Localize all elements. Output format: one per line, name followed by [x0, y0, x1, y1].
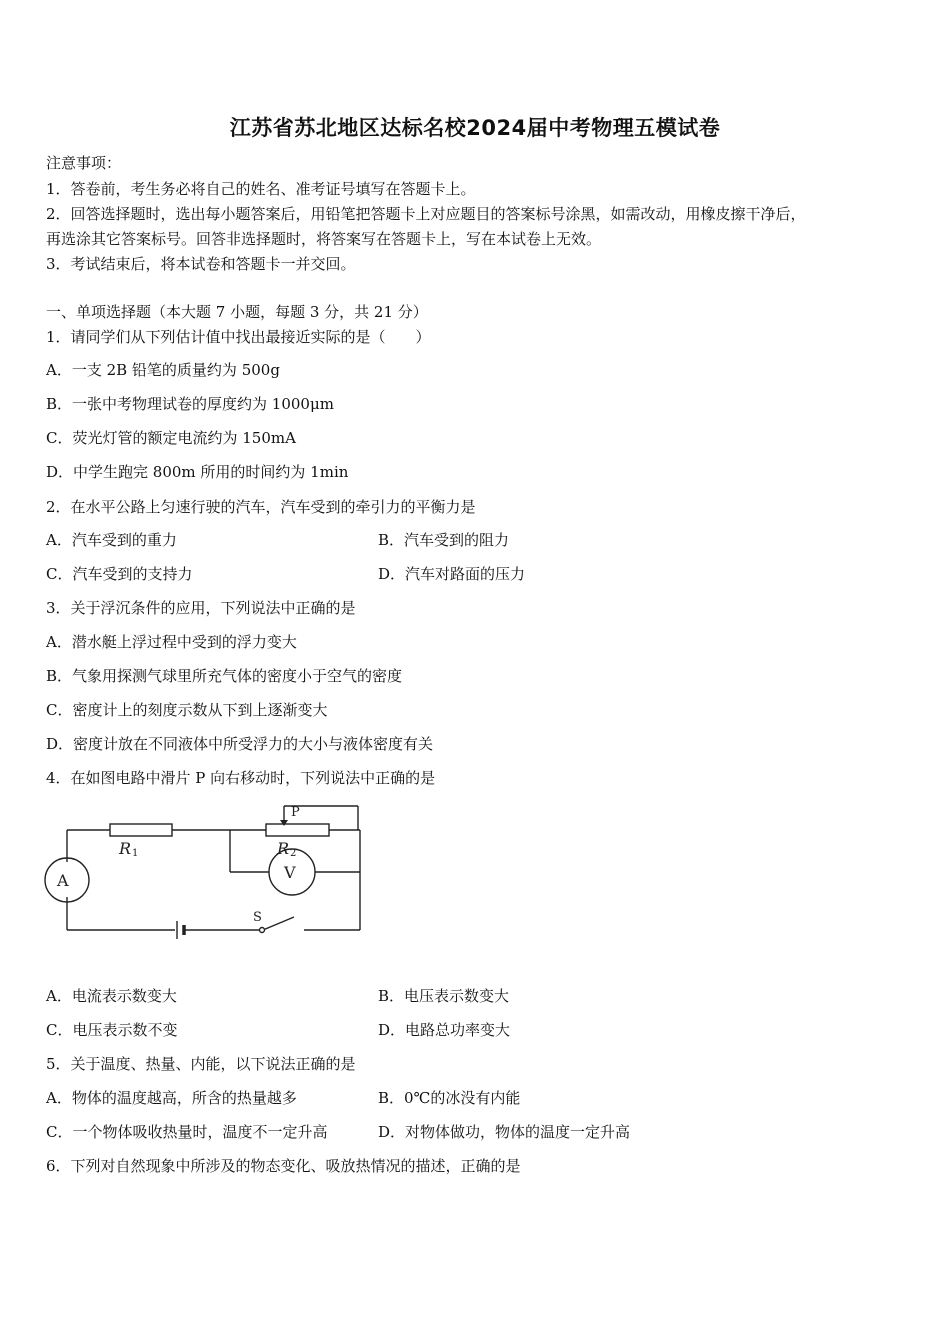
slider-arrowhead [280, 820, 288, 826]
question-5-stem: 5．关于温度、热量、内能，以下说法正确的是 [46, 1055, 356, 1073]
q3-option-c: C．密度计上的刻度示数从下到上逐渐变大 [46, 701, 328, 719]
label-r2-sub: 2 [290, 848, 297, 859]
q2-option-d: D．汽车对路面的压力 [378, 565, 526, 583]
q5-option-d: D．对物体做功，物体的温度一定升高 [378, 1123, 631, 1141]
label-p: P [291, 805, 300, 820]
label-r1: R [119, 839, 132, 858]
q1-option-b: B．一张中考物理试卷的厚度约为 1000μm [46, 395, 334, 413]
label-v: V [284, 863, 296, 882]
q1-option-c: C．荧光灯管的额定电流约为 150mA [46, 429, 296, 447]
label-a: A [57, 871, 69, 890]
q1-option-d: D．中学生跑完 800m 所用的时间约为 1min [46, 463, 349, 481]
q3-option-b: B．气象用探测气球里所充气体的密度小于空气的密度 [46, 667, 403, 685]
question-1-stem: 1．请同学们从下列估计值中找出最接近实际的是（ ） [46, 328, 431, 346]
circuit-diagram [42, 800, 372, 948]
question-6-stem: 6．下列对自然现象中所涉及的物态变化、吸放热情况的描述，正确的是 [46, 1157, 521, 1175]
label-r1-sub: 1 [132, 848, 139, 859]
label-r2: R [277, 839, 290, 858]
q2-option-b: B．汽车受到的阻力 [378, 531, 510, 549]
resistor-r1 [110, 824, 172, 836]
q4-option-b: B．电压表示数变大 [378, 987, 510, 1005]
q4-option-d: D．电路总功率变大 [378, 1021, 511, 1039]
q1-option-a: A．一支 2B 铅笔的质量约为 500g [46, 361, 280, 379]
notice-heading: 注意事项： [46, 154, 122, 172]
q5-option-b: B．0℃的冰没有内能 [378, 1089, 521, 1107]
question-4-stem: 4．在如图电路中滑片 P 向右移动时，下列说法中正确的是 [46, 769, 436, 787]
q4-option-a: A．电流表示数变大 [46, 987, 177, 1005]
section-heading: 一、单项选择题（本大题 7 小题，每题 3 分，共 21 分） [46, 303, 428, 321]
label-s: S [253, 910, 262, 925]
switch-contact [260, 928, 265, 933]
notice-item: 1．答卷前，考生务必将自己的姓名、准考证号填写在答题卡上。 [46, 180, 476, 198]
q5-option-c: C．一个物体吸收热量时，温度不一定升高 [46, 1123, 328, 1141]
question-2-stem: 2．在水平公路上匀速行驶的汽车，汽车受到的牵引力的平衡力是 [46, 498, 476, 516]
notice-item: 再选涂其它答案标号。回答非选择题时，将答案写在答题卡上，写在本试卷上无效。 [46, 230, 602, 248]
q2-option-c: C．汽车受到的支持力 [46, 565, 193, 583]
q2-option-a: A．汽车受到的重力 [46, 531, 177, 549]
question-3-stem: 3．关于浮沉条件的应用，下列说法中正确的是 [46, 599, 356, 617]
page-title: 江苏省苏北地区达标名校2024届中考物理五模试卷 [229, 116, 721, 140]
notice-item: 3．考试结束后，将本试卷和答题卡一并交回。 [46, 255, 356, 273]
resistor-r2 [266, 824, 329, 836]
q4-option-c: C．电压表示数不变 [46, 1021, 178, 1039]
q3-option-d: D．密度计放在不同液体中所受浮力的大小与液体密度有关 [46, 735, 434, 753]
q3-option-a: A．潜水艇上浮过程中受到的浮力变大 [46, 633, 297, 651]
switch-blade [263, 917, 294, 930]
q5-option-a: A．物体的温度越高，所含的热量越多 [46, 1089, 297, 1107]
notice-item: 2．回答选择题时，选出每小题答案后，用铅笔把答题卡上对应题目的答案标号涂黑，如需改动，用橡皮擦干净后， [46, 205, 806, 223]
